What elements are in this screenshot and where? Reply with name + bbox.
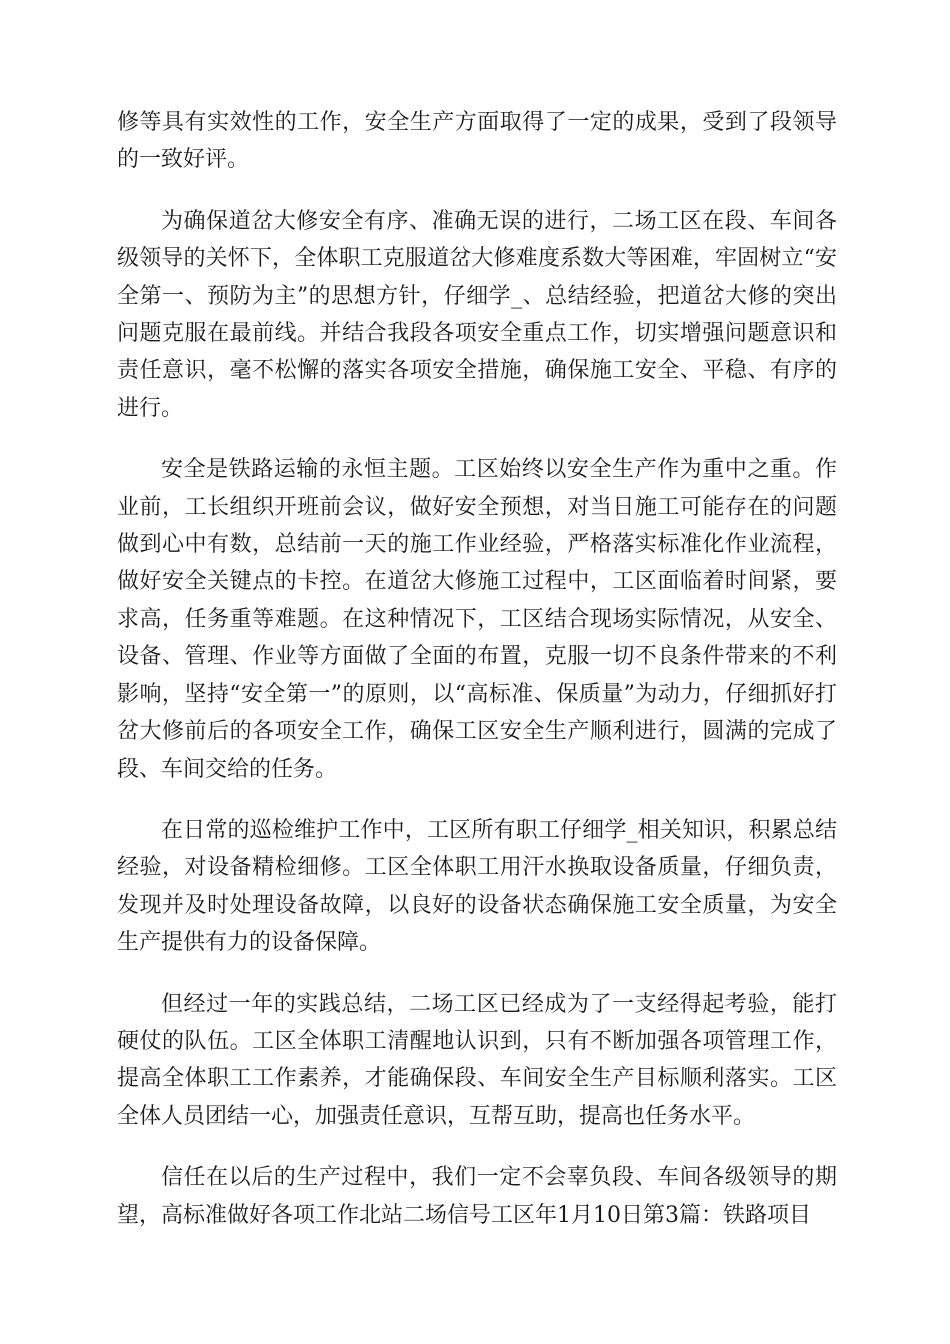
paragraph-railway-safety-theme: 安全是铁路运输的永恒主题。工区始终以安全生产作为重中之重。作业前，工长组织开班前会议，做好安全预想，对当日施工可能存在的问题做到心中有数，总结前一天的施工作业经验，严格落实标准化作业流程，做好安全关键点的卡控。在道岔大修施工过程中，工区面临着时间紧，要求高，任务重等难题。在这种情况下，工区结合现场实际情况，从安全、设备、管理、作业等方面做了全面的布置，克服一切不良条件带来的不利影响，坚持“安全第一”的原则，以“高标准、保质量”为动力，仔细抓好打岔大修前后的各项安全工作，确保工区安全生产顺利进行，圆满的完成了段、车间交给的任务。 [117, 457, 837, 782]
paragraph-daily-inspection: 在日常的巡检维护工作中，工区所有职工仔细学_相关知识，积累总结经验，对设备精检细修。工区全体职工用汗水换取设备质量，仔细负责，发现并及时处理设备故障，以良好的设备状态确保施工安全质量，为安全生产提供有力的设备保障。 [117, 817, 837, 956]
paragraph-closing: 信任在以后的生产过程中，我们一定不会辜负段、车间各级领导的期望，高标准做好各项工作北站二场信号工区年1月10日第3篇：铁路项目 [117, 1165, 837, 1228]
paragraph-continuation: 修等具有实效性的工作，安全生产方面取得了一定的成果，受到了段领导的一致好评。 [117, 110, 837, 173]
document-body [117, 104, 837, 1258]
paragraph-year-summary: 但经过一年的实践总结，二场工区已经成为了一支经得起考验，能打硬仗的队伍。工区全体职工清醒地认识到，只有不断加强各项管理工作，提高全体职工工作素养，才能确保段、车间安全生产目标顺利落实。工区全体人员团结一心，加强责任意识，互帮互助，提高也任务水平。 [117, 991, 837, 1129]
paragraph-turnout-overhaul-safety: 为确保道岔大修安全有序、准确无误的进行，二场工区在段、车间各级领导的关怀下，全体职工克服道岔大修难度系数大等困难，牢固树立“安全第一、预防为主”的思想方针，仔细学_、总结经验，把道岔大修的突出问题克服在最前线。并结合我段各项安全重点工作，切实增强问题意识和责任意识，毫不松懈的落实各项安全措施，确保施工安全、平稳、有序的进行。 [117, 208, 837, 421]
